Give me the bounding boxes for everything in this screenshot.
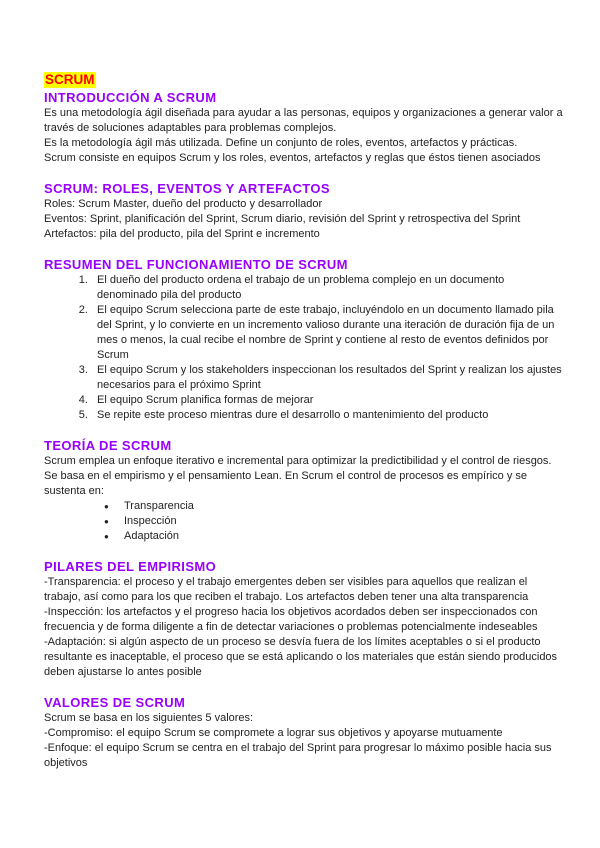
list-item: 3. El equipo Scrum y los stakeholders inspeccionan los resultados del Sprint y realizan los ajustes necesarios para el próximo Sprint — [91, 363, 564, 393]
section-heading: TEORÍA DE SCRUM — [44, 438, 172, 453]
section-heading: SCRUM: ROLES, EVENTOS Y ARTEFACTOS — [44, 181, 330, 196]
section-heading: INTRODUCCIÓN A SCRUM — [44, 90, 217, 105]
list-item: 5. Se repite este proceso mientras dure el desarrollo o mantenimiento del producto — [91, 408, 564, 423]
paragraph: Es una metodología ágil diseñada para ayudar a las personas, equipos y organizaciones a generar valor a través de soluciones adaptables para problemas complejos. — [44, 107, 563, 134]
section-heading: RESUMEN DEL FUNCIONAMIENTO DE SCRUM — [44, 257, 348, 272]
list-item: 1. El dueño del producto ordena el trabajo de un problema complejo en un documento denominado pila del producto — [91, 273, 564, 303]
section-resumen — [44, 256, 564, 423]
paragraph: -Enfoque: el equipo Scrum se centra en el trabajo del Sprint para progresar lo máximo posible hacia sus objetivos — [44, 742, 552, 769]
paragraph: -Adaptación: si algún aspecto de un proceso se desvía fuera de los límites aceptables o si el producto resultante es inaceptable, el proceso que se está aplicando o los materiales que están siendo producidos deben ajustarse lo antes posible — [44, 636, 558, 678]
section-heading: VALORES DE SCRUM — [44, 695, 186, 710]
paragraph: Artefactos: pila del producto, pila del Sprint e incremento — [44, 228, 320, 240]
paragraph: Eventos: Sprint, planificación del Sprint, Scrum diario, revisión del Sprint y retrospectiva del Sprint — [44, 213, 521, 225]
section-intro — [44, 89, 564, 166]
section-roles — [44, 180, 564, 242]
document-title: SCRUM — [45, 72, 95, 87]
list-item: ● Transparencia — [104, 499, 564, 514]
list-item: ● Inspección — [104, 514, 564, 529]
list-item: 4. El equipo Scrum planifica formas de mejorar — [91, 393, 564, 408]
paragraph: Es la metodología ágil más utilizada. Define un conjunto de roles, eventos, artefactos y prácticas. — [44, 137, 518, 149]
document-page — [44, 71, 564, 771]
paragraph: Scrum emplea un enfoque iterativo e incremental para optimizar la predictibilidad y el control de riesgos. Se basa en el empirismo y el pensamiento Lean. En Scrum el control de procesos es empírico y se sustenta en: — [44, 455, 552, 497]
paragraph: -Compromiso: el equipo Scrum se compromete a lograr sus objetivos y apoyarse mutuamente — [44, 727, 503, 739]
section-heading: PILARES DEL EMPIRISMO — [44, 559, 217, 574]
paragraph: Scrum consiste en equipos Scrum y los roles, eventos, artefactos y reglas que éstos tienen asociados — [44, 152, 541, 164]
section-teoria — [44, 437, 564, 544]
list-item: ● Adaptación — [104, 529, 564, 544]
section-valores — [44, 694, 564, 771]
paragraph: -Inspección: los artefactos y el progreso hacia los objetivos acordados deben ser inspeccionados con frecuencia y de forma diligente a fin de detectar variaciones o problemas potencialmente indeseables — [44, 606, 538, 633]
bullet-list — [44, 499, 564, 544]
paragraph: Roles: Scrum Master, dueño del producto y desarrollador — [44, 198, 323, 210]
paragraph: Scrum se basa en los siguientes 5 valores: — [44, 712, 254, 724]
numbered-list — [44, 273, 564, 423]
paragraph: -Transparencia: el proceso y el trabajo emergentes deben ser visibles para aquellos que realizan el trabajo, así como para los que reciben el trabajo. Los artefactos deben tener una alta transparencia — [44, 576, 529, 603]
list-item: 2. El equipo Scrum selecciona parte de este trabajo, incluyéndolo en un documento llamado pila del Sprint, y lo convierte en un incremento valioso durante una iteración de duración fija de un mes o menos, la cual recibe el nombre de Sprint y contiene al resto de eventos definidos por Scrum — [91, 303, 564, 363]
section-pilares — [44, 558, 564, 680]
